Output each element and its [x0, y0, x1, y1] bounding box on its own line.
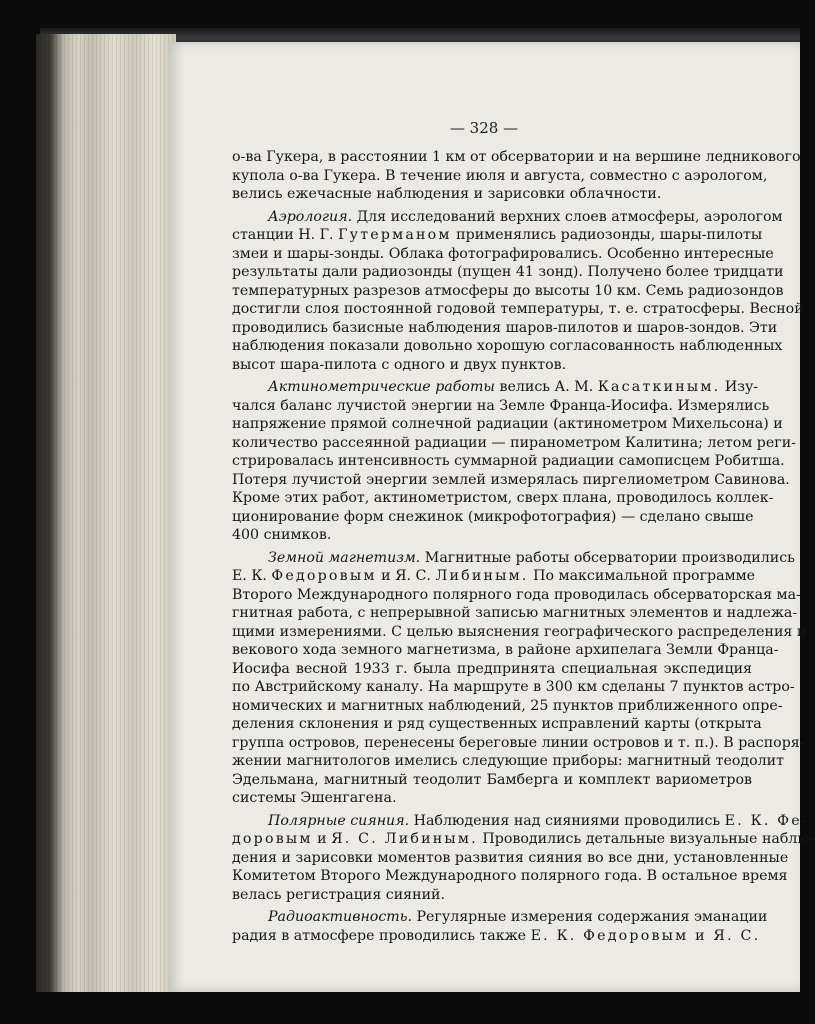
text-line: Комитетом Второго Международного полярного года. В остальное время — [232, 868, 788, 884]
paragraph-observations — [232, 148, 801, 204]
text-line: результаты дали радиозонды (пущен 41 зонд). Получено более тридцати — [232, 264, 784, 280]
text-line: велась регистрация сияний. — [232, 886, 446, 903]
text-line: Е. К. Федоровым и Я. С. Либиным. По максимальной программе — [232, 568, 756, 584]
text-line: щими измерениями. С целью выяснения географического распределения и — [232, 623, 807, 640]
paragraph-magnetism — [232, 549, 807, 808]
text-line: Аэрология. Для исследований верхних слоев атмосферы, аэрологом — [268, 208, 783, 225]
text-line: ционирование форм снежинок (микрофотография) — сделано свыше — [232, 508, 754, 525]
text-line: напряжение прямой солнечной радиации (актинометром Михельсона) и — [232, 416, 783, 432]
text-line: достигли слоя постоянной годовой температуры, т. е. стратосферы. Весной — [232, 301, 804, 317]
paragraph-actinometry — [232, 378, 796, 545]
person-name: Я. С. Либиным. — [331, 831, 478, 847]
person-name: доровым — [232, 831, 313, 847]
paragraph-aurora — [232, 812, 815, 905]
section-heading: Актинометрические работы — [268, 379, 495, 395]
text-line: змеи и шары-зонды. Облака фотографировались. Особенно интересные — [232, 245, 774, 262]
person-name: Е. К. Федоровым и Я. С. — [530, 927, 761, 944]
text-line: Иосифа весной 1933 г. была предпринята специальная экспедиция — [232, 660, 752, 677]
section-heading: Аэрология. — [268, 208, 353, 225]
text-line: векового хода земного магнетизма, в районе архипелага Земли Франца- — [232, 642, 779, 658]
person-name: Федоровым — [271, 568, 377, 584]
text-line: о-ва Гукера, в расстоянии 1 км от обсерватории и на вершине ледникового — [232, 149, 801, 165]
text-line: деления склонения и ряд существенных исправлений карты (открыта — [232, 716, 762, 732]
text-line: радия в атмосфере проводились также Е. К. Федоровым и Я. С. — [232, 927, 761, 944]
text-line: номических и магнитных наблюдений, 25 пунктов приближенного опре- — [232, 697, 783, 714]
book-page — [168, 42, 815, 992]
text-line: температурных разрезов атмосферы до высоты 10 км. Семь радиозондов — [232, 282, 784, 299]
text-line: количество рассеянной радиации — пиранометром Калитина; летом реги- — [232, 434, 796, 451]
paragraph-radioactivity — [232, 908, 768, 945]
text-line: Актинометрические работы велись А. М. Касаткиным. Изу- — [268, 379, 759, 395]
section-heading: Полярные сияния. — [268, 812, 410, 829]
page-number: — 328 — — [449, 119, 519, 137]
text-line: чался баланс лучистой энергии на Земле Франца-Иосифа. Измерялись — [232, 397, 770, 414]
text-line: Второго Международного полярного года проводилась обсерваторская ма- — [232, 586, 801, 603]
book-page-edges — [36, 34, 176, 992]
text-line: проводились базисные наблюдения шаров-пилотов и шаров-зондов. Эти — [232, 319, 778, 336]
text-line: доровым и Я. С. Либиным. Проводились детальные визуальные наблю- — [232, 831, 815, 847]
page-text — [232, 148, 815, 949]
text-line: группа островов, перенесены береговые линии островов и т. п.). В распоря- — [232, 734, 805, 751]
section-heading: Радиоактивность. — [268, 909, 412, 925]
text-line: купола о-ва Гукера. В течение июля и августа, совместно с аэрологом, — [232, 167, 768, 184]
text-line: Радиоактивность. Регулярные измерения содержания эманации — [268, 909, 768, 925]
person-name: Касаткиным. — [597, 379, 721, 395]
person-name: Гутерманом — [338, 227, 452, 243]
text-line: Полярные сияния. Наблюдения над сияниями проводились Е. К. Фе- — [268, 812, 809, 829]
text-line: высот шара-пилота с одного и двух пунктов. — [232, 356, 567, 373]
text-line: стрировалась интенсивность суммарной радиации самописцем Робитша. — [232, 453, 785, 469]
text-line: гнитная работа, с непрерывной записью магнитных элементов и надлежа- — [232, 605, 798, 621]
paragraph-aerology — [232, 208, 804, 375]
person-name: Либиным. — [435, 568, 529, 584]
text-line: Потеря лучистой энергии землей измерялась пиргелиометром Савинова. — [232, 471, 790, 488]
text-line: Эдельмана, магнитный теодолит Бамберга и комплект вариометров — [232, 771, 752, 788]
text-line: велись ежечасные наблюдения и зарисовки облачности. — [232, 186, 662, 202]
text-line: 400 снимков. — [232, 527, 332, 543]
text-line: по Австрийскому каналу. На маршруте в 300 км сделаны 7 пунктов астро- — [232, 679, 795, 695]
text-line: наблюдения показали довольно хорошую согласованность наблюденных — [232, 338, 783, 354]
section-heading: Земной магнетизм. — [268, 549, 421, 566]
text-line: жении магнитологов имелись следующие приборы: магнитный теодолит — [232, 753, 784, 769]
text-line: станции Н. Г. Гутерманом применялись радиозонды, шары-пилоты — [232, 227, 763, 243]
text-line: Кроме этих работ, актинометристом, сверх плана, проводилось коллек- — [232, 490, 774, 506]
person-name: Е. К. Фе- — [724, 812, 809, 829]
text-line: Земной магнетизм. Магнитные работы обсерватории производились — [268, 549, 795, 566]
text-line: системы Эшенгагена. — [232, 790, 397, 806]
text-line: дения и зарисовки моментов развития сияния во все дни, установленные — [232, 849, 789, 866]
